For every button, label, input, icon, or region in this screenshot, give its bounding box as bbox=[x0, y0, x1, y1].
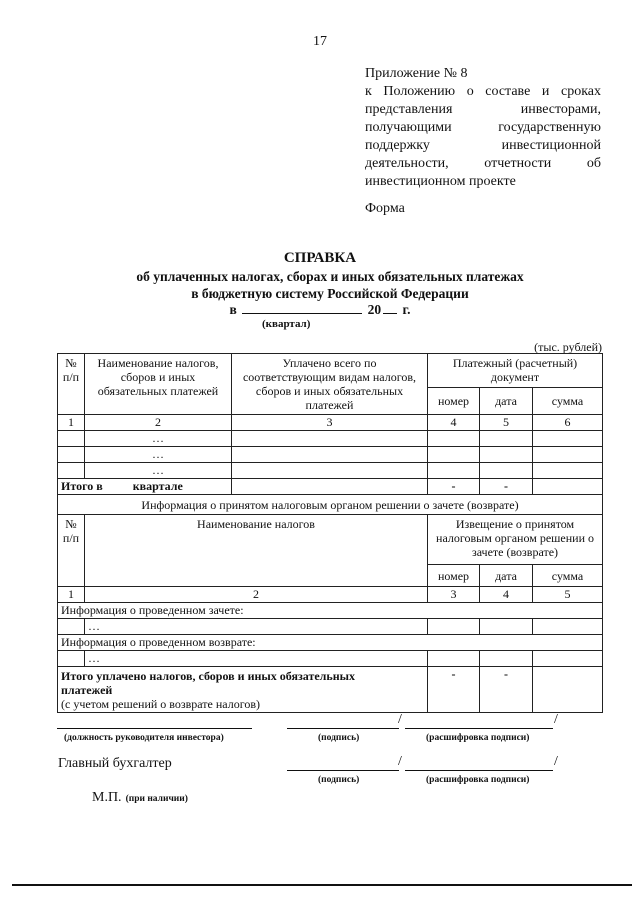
col-number: 4 bbox=[480, 587, 533, 603]
period-suffix: г. bbox=[402, 302, 411, 317]
grand-total-dash: - bbox=[428, 667, 480, 713]
table-row bbox=[58, 619, 603, 635]
slash: / bbox=[398, 754, 402, 769]
slash: / bbox=[554, 754, 558, 769]
header-notice-date: дата bbox=[480, 565, 533, 587]
appendix-number: Приложение № 8 bbox=[365, 66, 468, 81]
ellipsis-cell: … bbox=[85, 447, 232, 463]
header-notice-number: номер bbox=[428, 565, 480, 587]
quarter-caption: (квартал) bbox=[262, 318, 311, 330]
decoding-caption: (расшифровка подписи) bbox=[426, 733, 530, 743]
header-notice-sum: сумма bbox=[533, 565, 603, 587]
signature-caption: (подпись) bbox=[318, 775, 360, 785]
table-row bbox=[58, 447, 603, 463]
table-row bbox=[58, 651, 603, 667]
total-dash: - bbox=[428, 479, 480, 495]
offset-info: Информация о проведенном зачете: bbox=[58, 603, 603, 619]
grand-total-dash: - bbox=[480, 667, 533, 713]
signature-line bbox=[287, 770, 399, 771]
header-paid-total: Уплачено всего по соответствующим видам налогов, сборов и иных обязательных платежей bbox=[232, 354, 428, 415]
period-prefix: в bbox=[229, 302, 237, 317]
decoding-line bbox=[405, 770, 553, 771]
col-number: 2 bbox=[85, 587, 428, 603]
header-doc-date: дата bbox=[480, 388, 533, 415]
col-number: 6 bbox=[533, 415, 603, 431]
position-caption: (должность руководителя инвестора) bbox=[64, 733, 224, 743]
signature-line bbox=[287, 728, 399, 729]
total-dash: - bbox=[480, 479, 533, 495]
header-payment-doc: Платежный (расчетный) документ bbox=[428, 354, 603, 388]
appendix-header bbox=[365, 65, 601, 191]
seal-note: (при наличии) bbox=[125, 794, 188, 804]
signature-caption: (подпись) bbox=[318, 733, 360, 743]
ellipsis-cell: … bbox=[85, 431, 232, 447]
col-number: 3 bbox=[428, 587, 480, 603]
total-row bbox=[58, 479, 603, 495]
appendix-line: деятельности, отчетности об bbox=[365, 156, 601, 171]
col-number: 1 bbox=[58, 415, 85, 431]
ellipsis-cell: … bbox=[85, 651, 428, 667]
appendix-line: представления инвесторами, bbox=[365, 102, 601, 117]
col-number: 4 bbox=[428, 415, 480, 431]
subtitle-line: об уплаченных налогах, сборах и иных обязательных платежах bbox=[136, 269, 524, 284]
header-num: № п/п bbox=[58, 515, 85, 587]
grand-total-label: Итого уплачено налогов, сборов и иных обязательных платежей (с учетом решений о возврате налогов) bbox=[58, 667, 428, 713]
table-row bbox=[58, 463, 603, 479]
header-tax-name: Наименование налогов, сборов и иных обязательных платежей bbox=[85, 354, 232, 415]
appendix-line: инвестиционном проекте bbox=[365, 174, 516, 189]
col-number: 2 bbox=[85, 415, 232, 431]
subtitle-line: в бюджетную систему Российской Федерации bbox=[191, 286, 469, 301]
section-title: Информация о принятом налоговым органом решении о зачете (возврате) bbox=[58, 495, 603, 515]
footer-rule bbox=[12, 884, 632, 886]
seal-block bbox=[92, 788, 188, 806]
col-number: 3 bbox=[232, 415, 428, 431]
page-number: 17 bbox=[313, 34, 327, 49]
header-tax-name: Наименование налогов bbox=[85, 515, 428, 587]
decoding-line bbox=[405, 728, 553, 729]
col-number: 5 bbox=[480, 415, 533, 431]
header-doc-number: номер bbox=[428, 388, 480, 415]
payments-table bbox=[57, 353, 603, 713]
document-title: СПРАВКА bbox=[283, 250, 357, 266]
position-line bbox=[57, 728, 252, 729]
col-number: 5 bbox=[533, 587, 603, 603]
header-notice: Извещение о принятом налоговым органом решении о зачете (возврате) bbox=[428, 515, 603, 565]
grand-total-row bbox=[58, 667, 603, 713]
appendix-line: к Положению о составе и сроках bbox=[365, 84, 601, 99]
total-label: Итого в квартале bbox=[58, 479, 232, 495]
decoding-caption: (расшифровка подписи) bbox=[426, 775, 530, 785]
quarter-blank bbox=[242, 302, 362, 314]
slash: / bbox=[554, 712, 558, 727]
seal-label: М.П. bbox=[92, 790, 122, 805]
table-row bbox=[58, 431, 603, 447]
document-subtitle bbox=[80, 268, 580, 302]
chief-accountant-label: Главный бухгалтер bbox=[58, 756, 172, 771]
refund-info: Информация о проведенном возврате: bbox=[58, 635, 603, 651]
col-number: 1 bbox=[58, 587, 85, 603]
year-blank bbox=[383, 302, 397, 314]
form-label: Форма bbox=[365, 201, 405, 216]
header-num: № п/п bbox=[58, 354, 85, 415]
units-label: (тыс. рублей) bbox=[534, 340, 602, 354]
ellipsis-cell: … bbox=[85, 463, 232, 479]
header-doc-sum: сумма bbox=[533, 388, 603, 415]
period-line bbox=[0, 302, 640, 318]
appendix-line: поддержку инвестиционной bbox=[365, 138, 601, 153]
year-prefix: 20 bbox=[367, 302, 382, 317]
slash: / bbox=[398, 712, 402, 727]
ellipsis-cell: … bbox=[85, 619, 428, 635]
appendix-line: получающими государственную bbox=[365, 120, 601, 135]
